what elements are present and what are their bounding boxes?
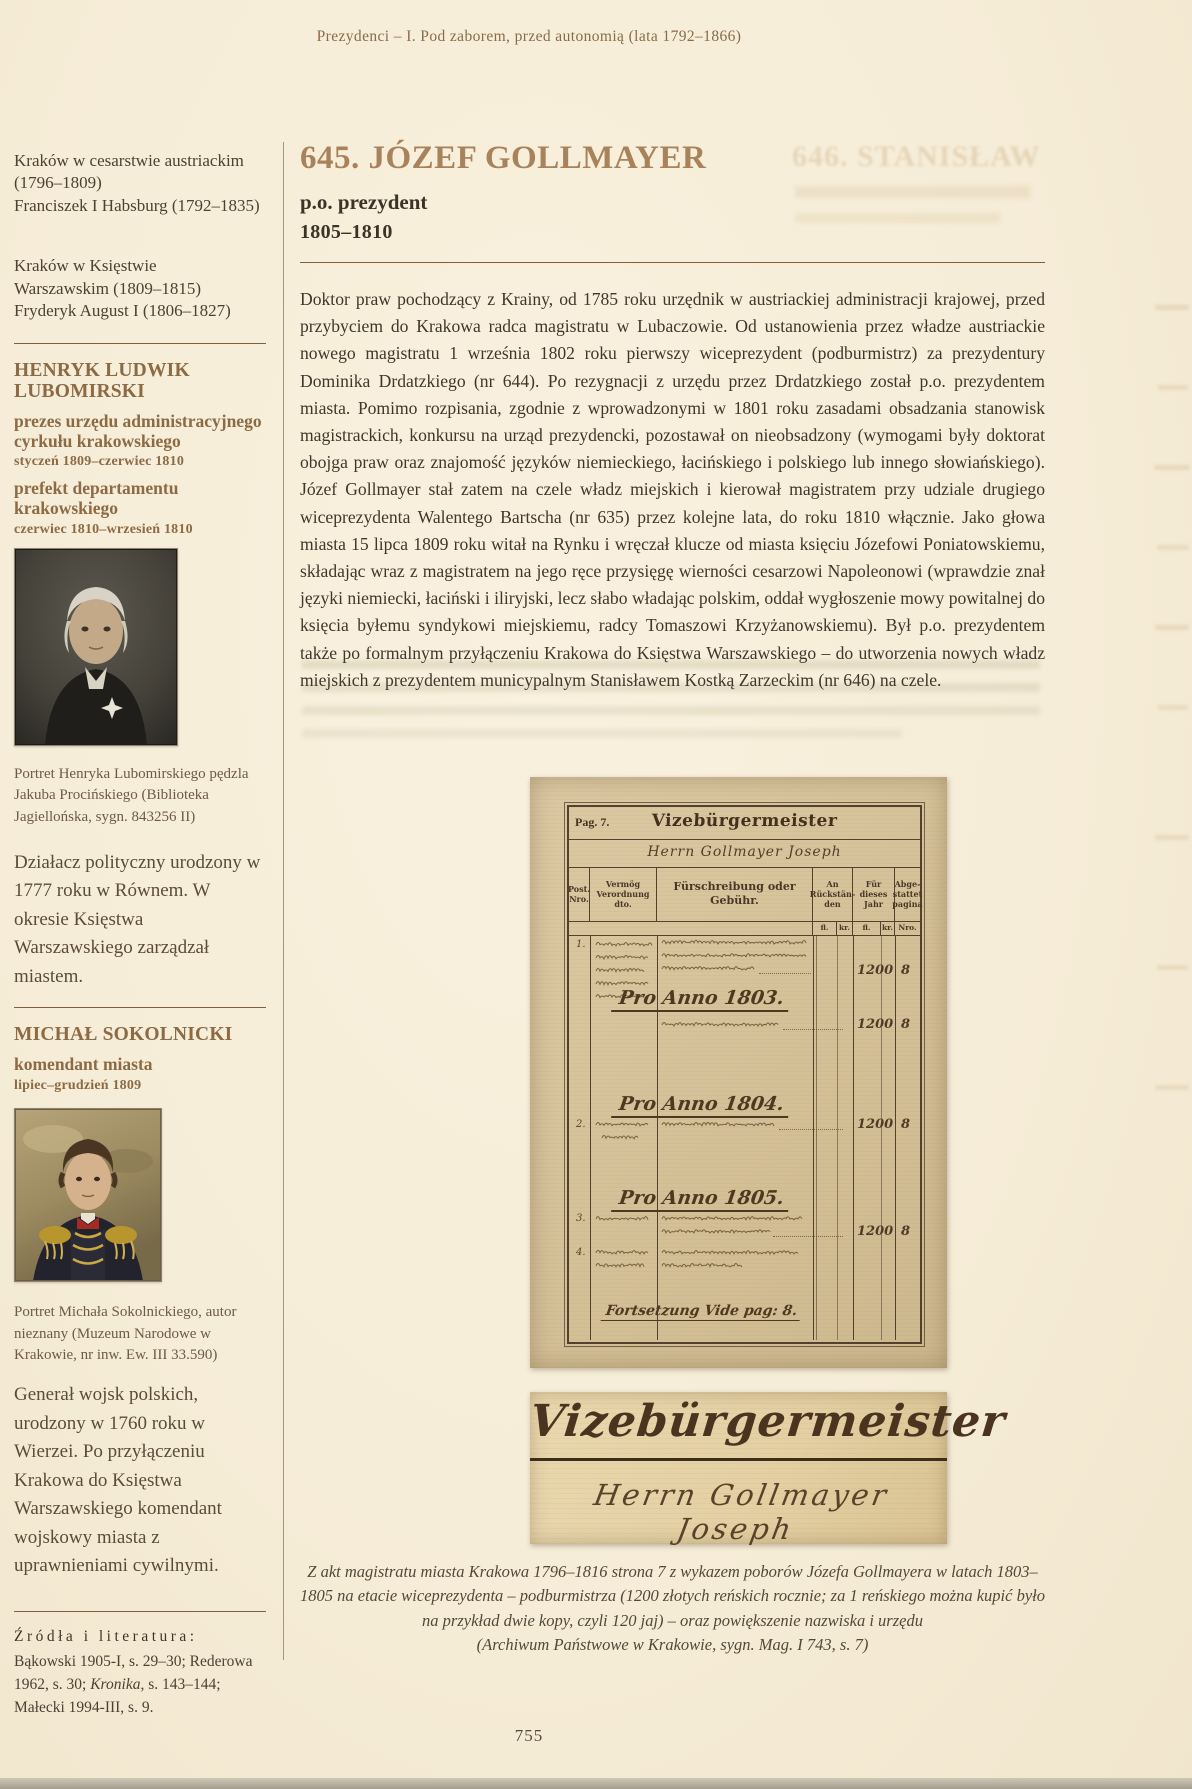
ledger-col-header: An Rückstän- den: [813, 867, 853, 921]
closeup-rule: [530, 1458, 947, 1461]
article-body: Doktor praw pochodzący z Krainy, od 1785 roku urzędnik w austriackiej administracji krajowej, przed przybyciem do Krakowa radca magistratu w Lubaczowie. Od ustanowienia przez władze austriackie nowego magistratu 1 września 1802 roku pierwszy wiceprezydent (podburmistrz) za prezydentury Dominika Drdatzkiego (nr 644). Po rezygnacji z urzędu przez Drdatzkiego został p.o. prezydentem miasta. Pomimo rozpisania, zgodnie z wprowadzonymi w 1801 roku zasadami obsadzania stanowisk magistrackich, konkursu na urząd prezydencki, pozostawał on nieobsadzony (wymogami były doktorat obojga praw oraz znajomość języków niemieckiego, łacińskiego i polskiego lub innego słowiańskiego). Józef Gollmayer stał zatem na czele władz miejskich i kierował magistratem przy udziale drugiego wiceprezydenta Walentego Bartscha (nr 635) przez kolejne lata, do roku 1810 włącznie. Jako głowa miasta 15 lipca 1809 roku witał na Rynku i wręczał klucze od miasta księciu Józefowi Poniatowskiemu, składając wraz z magistratem na jego ręce przysięgę wierności cesarzowi Napoleonowi (wprawdzie znał języki niemiecki, łaciński i iliryjski, lecz słabo władając polskim, oddał wygłoszenie mowy powitalnej do księcia byłemu syndykowi miejskiemu, radcy Tomaszowi Krzyżanowskiemu). Był p.o. prezydentem także po formalnym przyłączeniu Krakowa do Księstwa Warszawskiego – do utworzenia nowych władz miejskich z prezydentem municypalnym Stanisławem Kostką Zarzeckim (nr 646) na czele.: [300, 289, 1045, 690]
sidebar-rule: [14, 343, 266, 344]
bleedthrough-dash: [1155, 625, 1189, 630]
ledger-amount: 1200: [857, 1017, 894, 1032]
ledger-units-row: [569, 921, 920, 936]
portrait-caption-sokolnicki: Portret Michała Sokolnickiego, autor nieznany (Muzeum Narodowe w Krakowie, nr inw. Ew. III 33.590): [14, 1303, 237, 1364]
ledger-unit-cell: fl.: [813, 921, 837, 935]
ledger-amount: 1200: [857, 963, 894, 978]
ledger-entry-no: 2.: [576, 1119, 586, 1130]
ledger-amount: 1200: [857, 1117, 894, 1132]
bleedthrough-line: [302, 706, 1040, 715]
article-office-title: p.o. prezydent: [300, 190, 428, 214]
bleedthrough-dash: [1158, 705, 1188, 710]
closeup-title-script: Vizebürgermeister: [527, 1396, 1009, 1447]
official-name-sokolnicki: MICHAŁ SOKOLNICKI: [14, 1024, 233, 1046]
ledger-col-header: Post. Nro.: [569, 867, 590, 921]
ledger-name-row: [569, 840, 920, 868]
ledger-pagina: 8: [901, 963, 911, 978]
ledger-continuation-note: Fortsetzung Vide pag: 8.: [589, 1303, 814, 1319]
ledger-year-heading: Pro Anno 1805.: [588, 1187, 814, 1209]
reign-line: (1796–1809): [14, 173, 102, 193]
closeup-name-script: Herrn Gollmayer Joseph: [591, 1478, 892, 1546]
dotted-leader: [759, 963, 811, 974]
ledger-unit-cell: [569, 921, 813, 935]
reign-line: Franciszek I Habsburg (1792–1835): [14, 195, 260, 215]
ledger-col-header: Abge- stattet pagina: [892, 879, 923, 909]
lubomirski-portrait: [14, 548, 178, 746]
page-number: 755: [514, 1726, 544, 1745]
sources-label: Źródła i literatura:: [14, 1627, 198, 1645]
bleedthrough-bar: [795, 213, 1000, 223]
sokolnicki-portrait: [14, 1108, 162, 1282]
ledger-title-row: [569, 807, 920, 840]
reign-line: Kraków w Księstwie: [14, 256, 157, 276]
ledger-col-header: Fürschreibung oder Gebühr.: [657, 867, 813, 921]
official-name-lubomirski: HENRYK LUDWIK LUBOMIRSKI: [14, 359, 190, 403]
bleedthrough-dash: [1158, 385, 1188, 390]
bleedthrough-dash: [1157, 965, 1188, 970]
ledger-unit-cell: kr.: [837, 921, 853, 935]
reign-block-duchy: [14, 255, 266, 322]
ledger-header-row: [567, 867, 923, 922]
bleedthrough-dash: [1155, 305, 1189, 310]
ledger-title: Vizebürgermeister: [651, 811, 838, 831]
bleedthrough-dash: [1155, 1085, 1189, 1090]
ledger-scan-figure: [530, 777, 947, 1368]
figure-caption-source: (Archiwum Państwowe w Krakowie, sygn. Mag. I 743, s. 7): [476, 1635, 869, 1655]
bleedthrough-dash: [1157, 545, 1189, 550]
dotted-leader: [783, 1019, 843, 1030]
sidebar-rule: [14, 1611, 266, 1612]
article-term-dates: 1805–1810: [300, 221, 393, 243]
official-role-dates: czerwiec 1810–wrzesień 1810: [14, 521, 193, 537]
reign-block-austrian: [14, 150, 266, 217]
page-bottom-edge: [0, 1778, 1192, 1789]
article-heading: 645. JÓZEF GOLLMAYER: [300, 140, 707, 176]
bio-lubomirski: Działacz polityczny urodzony w 1777 roku w Równem. W okresie Księstwa Warszawskiego zarządzał miastem.: [14, 851, 261, 987]
figure-caption: [300, 1560, 1045, 1658]
ledger-pagina: 8: [901, 1224, 911, 1239]
bleedthrough-dash: [1154, 465, 1190, 470]
ledger-body: [569, 935, 920, 1340]
column-divider-rule: [283, 142, 284, 1660]
dotted-leader: [779, 1119, 843, 1130]
reign-line: Kraków w cesarstwie austriackim: [14, 151, 244, 170]
sources-italic: Kronika: [90, 1675, 141, 1693]
ledger-unit-cell: kr.: [881, 921, 895, 935]
ledger-pagina: 8: [901, 1117, 911, 1132]
article-rule: [300, 262, 1045, 263]
reign-line: Fryderyk August I (1806–1827): [14, 301, 231, 321]
official-role-title: prefekt departamentu krakowskiego: [14, 478, 179, 519]
bleedthrough-dash: [1155, 835, 1189, 840]
ledger-entry-no: 3.: [576, 1213, 586, 1224]
ledger-page-label: Pag. 7.: [575, 815, 610, 829]
official-role-title: komendant miasta: [14, 1054, 153, 1075]
sources-part: Bąkowski 1905-I, s. 29–30; Rederowa 1962, s. 30;: [14, 1652, 253, 1693]
bleedthrough-heading: 646. STANISŁAW: [792, 140, 1041, 173]
ledger-col-header: Vermög Verordnung dto.: [590, 867, 657, 921]
reign-line: Warszawskim (1809–1815): [14, 278, 202, 298]
official-role-dates: lipiec–grudzień 1809: [14, 1077, 142, 1093]
ledger-col-header: Für dieses Jahr: [853, 867, 895, 921]
sidebar: [14, 150, 266, 1719]
bio-sokolnicki: Generał wojsk polskich, urodzony w 1760 roku w Wierzei. Po przyłączeniu Krakowa do Księstwa Warszawskiego komendant wojskowy miasta z uprawnieniami cywilnymi.: [14, 1384, 222, 1577]
ledger-unit-cell: fl.: [853, 921, 881, 935]
ledger-year-heading: Pro Anno 1803.: [588, 987, 814, 1009]
bleedthrough-bar: [795, 186, 1030, 198]
sources-part: , s. 143–144; Małecki 1994-III, s. 9.: [14, 1675, 221, 1717]
ledger-subtitle: Herrn Gollmayer Joseph: [647, 844, 842, 860]
bleedthrough-line: [302, 729, 902, 738]
sources-text: [14, 1650, 266, 1720]
ledger-entry-no: 1.: [576, 939, 586, 950]
ledger-year-heading: Pro Anno 1804.: [588, 1093, 814, 1115]
portrait-caption-lubomirski: Portret Henryka Lubomirskiego pędzla Jakuba Procińskiego (Biblioteka Jagiellońska, sygn. 843256 II): [14, 765, 249, 826]
sidebar-rule: [14, 1007, 266, 1008]
official-role-title: prezes urzędu administracyjnego cyrkułu krakowskiego: [14, 411, 262, 451]
ledger-entry-no: 4.: [576, 1247, 586, 1258]
ledger-frame: [567, 805, 922, 1344]
handwriting-closeup-figure: [527, 1392, 1009, 1546]
ledger-unit-cell: Nro.: [898, 923, 917, 932]
ledger-amount: 1200: [857, 1224, 894, 1239]
official-role-dates: styczeń 1809–czerwiec 1810: [14, 454, 185, 470]
running-header: Prezydenci – I. Pod zaborem, przed autonomią (lata 1792–1866): [316, 28, 742, 45]
figure-caption-text: Z akt magistratu miasta Krakowa 1796–1816 strona 7 z wykazem poborów Józefa Gollmayera w latach 1803–1805 na etacie wiceprezydenta – podburmistrza (1200 złotych reńskich rocznie; za 1 reńskiego można kupić było na przykład dwie kopy, czyli 120 jaj) – oraz powiększenie nazwiska i urzędu: [300, 1562, 1045, 1630]
dotted-leader: [773, 1226, 843, 1237]
ledger-pagina: 8: [901, 1017, 911, 1032]
